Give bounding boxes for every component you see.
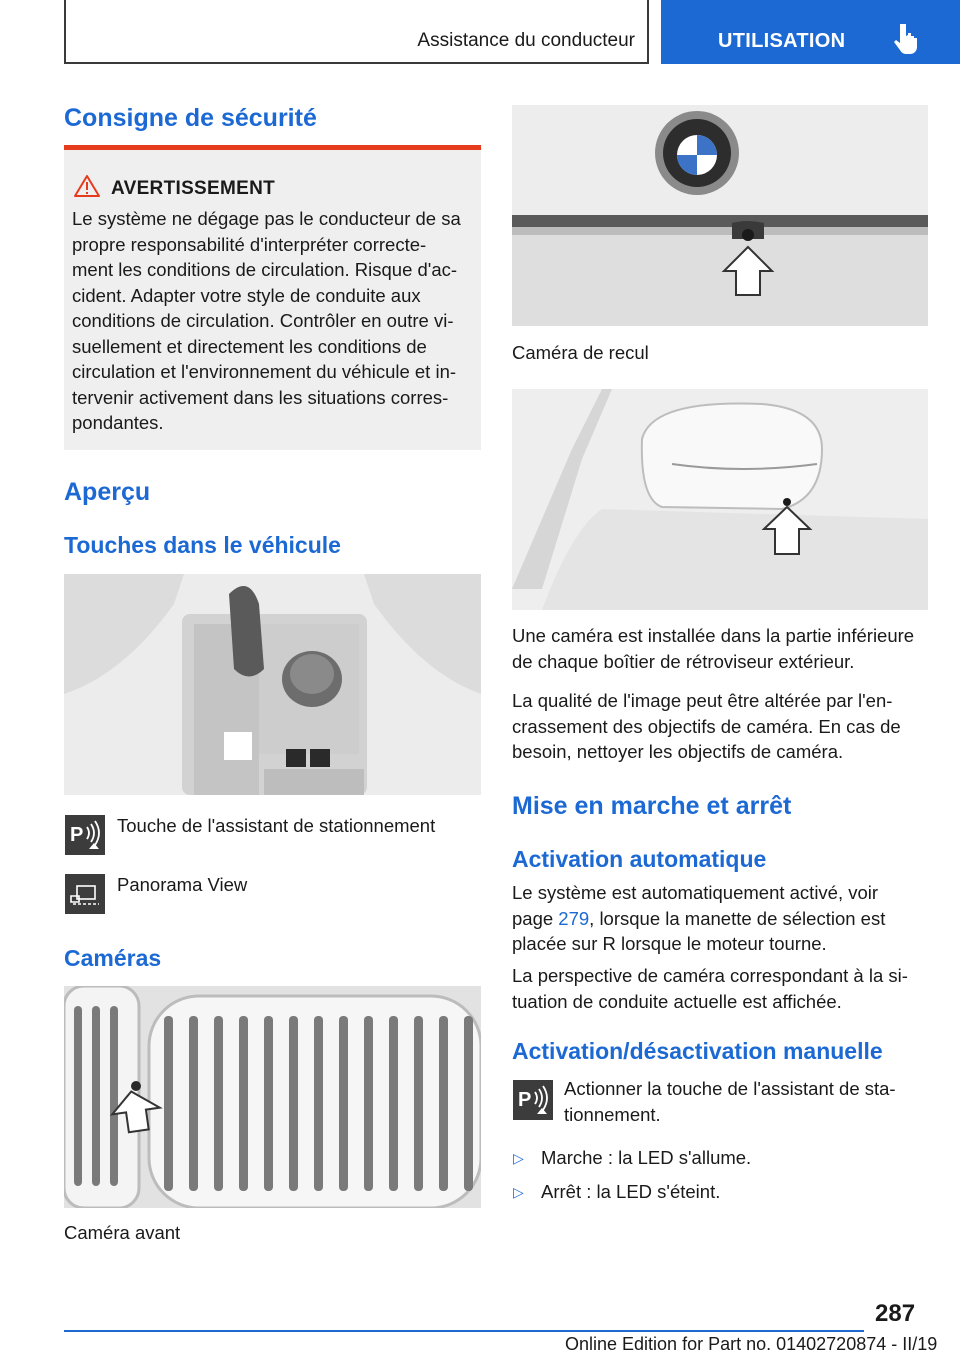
park-assist-button-label: Touche de l'assistant de stationnement <box>117 815 436 836</box>
header-section-title: Assistance du conducteur <box>417 30 635 51</box>
center-console-image <box>64 574 481 795</box>
rear-camera-image <box>512 105 928 326</box>
buttons-heading: Touches dans le véhicule <box>64 532 341 558</box>
side-mirror-image <box>512 389 928 610</box>
front-camera-caption: Caméra avant <box>64 1222 181 1243</box>
header-section-box <box>64 0 649 64</box>
auto-activation-text: Le système est automatiquement activé, voir page 279, lorsque la manette de sélection est placée sur R lorsque le moteur tourne. <box>512 882 886 954</box>
panorama-view-button-icon <box>65 874 105 914</box>
pointing-hand-icon <box>893 22 921 56</box>
manual-activation-text: Actionner la touche de l'assistant de sta- tionnement. <box>564 1078 896 1125</box>
svg-text:P: P <box>70 824 84 846</box>
auto-activation-heading: Activation automatique <box>512 846 767 872</box>
footer-divider <box>64 1330 864 1332</box>
footer-edition: Online Edition for Part no. 01402720874 - II/19 <box>565 1334 938 1354</box>
safety-heading: Consigne de sécurité <box>64 104 317 132</box>
warning-triangle-icon <box>74 174 100 198</box>
cameras-heading: Caméras <box>64 945 162 971</box>
onoff-heading: Mise en marche et arrêt <box>512 792 792 820</box>
warning-box <box>64 145 481 450</box>
image-quality-text: La qualité de l'image peut être altérée par l'en- crassement des objectifs de caméra. En cas de besoin, nettoyer les objectifs de caméra. <box>512 690 901 762</box>
page-279-link[interactable]: 279 <box>558 907 590 929</box>
perspective-text: La perspective de caméra correspondant à la si- tuation de conduite actuelle est affichée. <box>512 965 908 1012</box>
manual-activation-heading: Activation/désactivation manuelle <box>512 1038 883 1064</box>
warning-title: AVERTISSEMENT <box>111 178 276 199</box>
overview-heading: Aperçu <box>64 478 151 506</box>
panorama-view-button-label: Panorama View <box>117 874 248 895</box>
header-chapter-tab[interactable] <box>661 0 960 64</box>
page-number: 287 <box>875 1300 916 1327</box>
triangle-bullet-icon: ▷ <box>513 1184 524 1200</box>
mirror-camera-text: Une caméra est installée dans la partie inférieure de chaque boîtier de rétroviseur extérieur. <box>512 625 915 672</box>
front-camera-image <box>64 986 481 1208</box>
header-chapter-title: UTILISATION <box>718 30 846 52</box>
rear-camera-caption: Caméra de recul <box>512 342 649 363</box>
park-assist-button-icon-2 <box>513 1080 553 1120</box>
svg-text:P: P <box>518 1089 532 1111</box>
triangle-bullet-icon: ▷ <box>513 1150 524 1166</box>
warning-text: Le système ne dégage pas le conducteur de sa propre responsabilité d'interpréter correcte- ment les conditions de circulation. Risque d'ac- cident. Adapter votre style de conduite aux conditions de circulation. Contrôler en outre vi- suellement et directement les conditions de circulation et l'environnement du véhicule et in- tervenir activement dans les situations corres- pondantes. <box>72 208 461 433</box>
park-assist-button-icon <box>65 815 105 855</box>
